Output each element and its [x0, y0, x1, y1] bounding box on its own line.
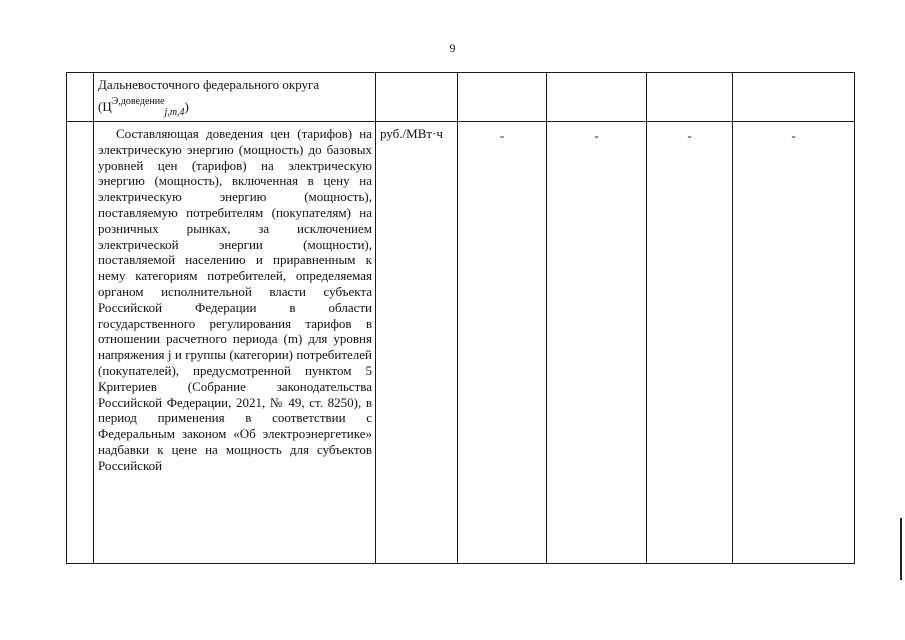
value-dash: -	[791, 128, 796, 143]
value-cell	[547, 73, 647, 122]
value-dash: -	[594, 128, 599, 143]
scan-edge-mark	[900, 518, 902, 580]
indicator-name-cell	[94, 73, 376, 122]
page-number: 9	[449, 41, 456, 55]
value-cell	[733, 73, 855, 122]
tariff-table	[66, 72, 855, 564]
indicator-name-text: Дальневосточного федерального округа	[98, 77, 320, 92]
value-cell	[647, 122, 733, 564]
symbol-close: )	[184, 98, 189, 114]
indicator-name-cell	[94, 122, 376, 564]
symbol-subscript: j,m,4	[164, 106, 185, 118]
unit-cell	[376, 122, 458, 564]
row-number-cell	[67, 122, 94, 564]
table-row	[67, 122, 855, 564]
table-row	[67, 73, 855, 122]
symbol-superscript: Э,доведение	[111, 95, 165, 107]
value-cell	[458, 122, 547, 564]
value-cell	[547, 122, 647, 564]
indicator-description: Составляющая доведения цен (тарифов) на электрическую энергию (мощность) до базовых уровней цен (тарифов) на электрическую энергию (мощность), включенная в цену на электрическую энергию (мощность), поставляемую потребителям (покупателям) на розничных рынках, за исключением электрической энергии (мощности), поставляемой населению и приравненным к нему категориям потребителей, определяемая органом исполнительной власти субъекта Российской Федерации в области государственного регулирования тарифов в отношении расчетного периода (m) для уровня напряжения j и группы (категории) потребителей (покупателей), предусмотренной пунктом 5 Критериев (Собрание законодательства Российской Федерации, 2021, № 49, ст. 8250), в период применения в соответствии с Федеральным законом «Об электроэнергетике» надбавки к цене на мощность для субъектов Российской	[98, 126, 372, 473]
value-dash: -	[687, 128, 692, 143]
indicator-symbol	[98, 95, 189, 120]
value-cell	[458, 73, 547, 122]
value-dash: -	[499, 128, 505, 143]
value-cell	[647, 73, 733, 122]
unit-label: руб./МВт·ч	[380, 126, 443, 141]
value-cell	[733, 122, 855, 564]
unit-cell	[376, 73, 458, 122]
row-number-cell	[67, 73, 94, 122]
symbol-open: (Ц	[98, 98, 112, 114]
